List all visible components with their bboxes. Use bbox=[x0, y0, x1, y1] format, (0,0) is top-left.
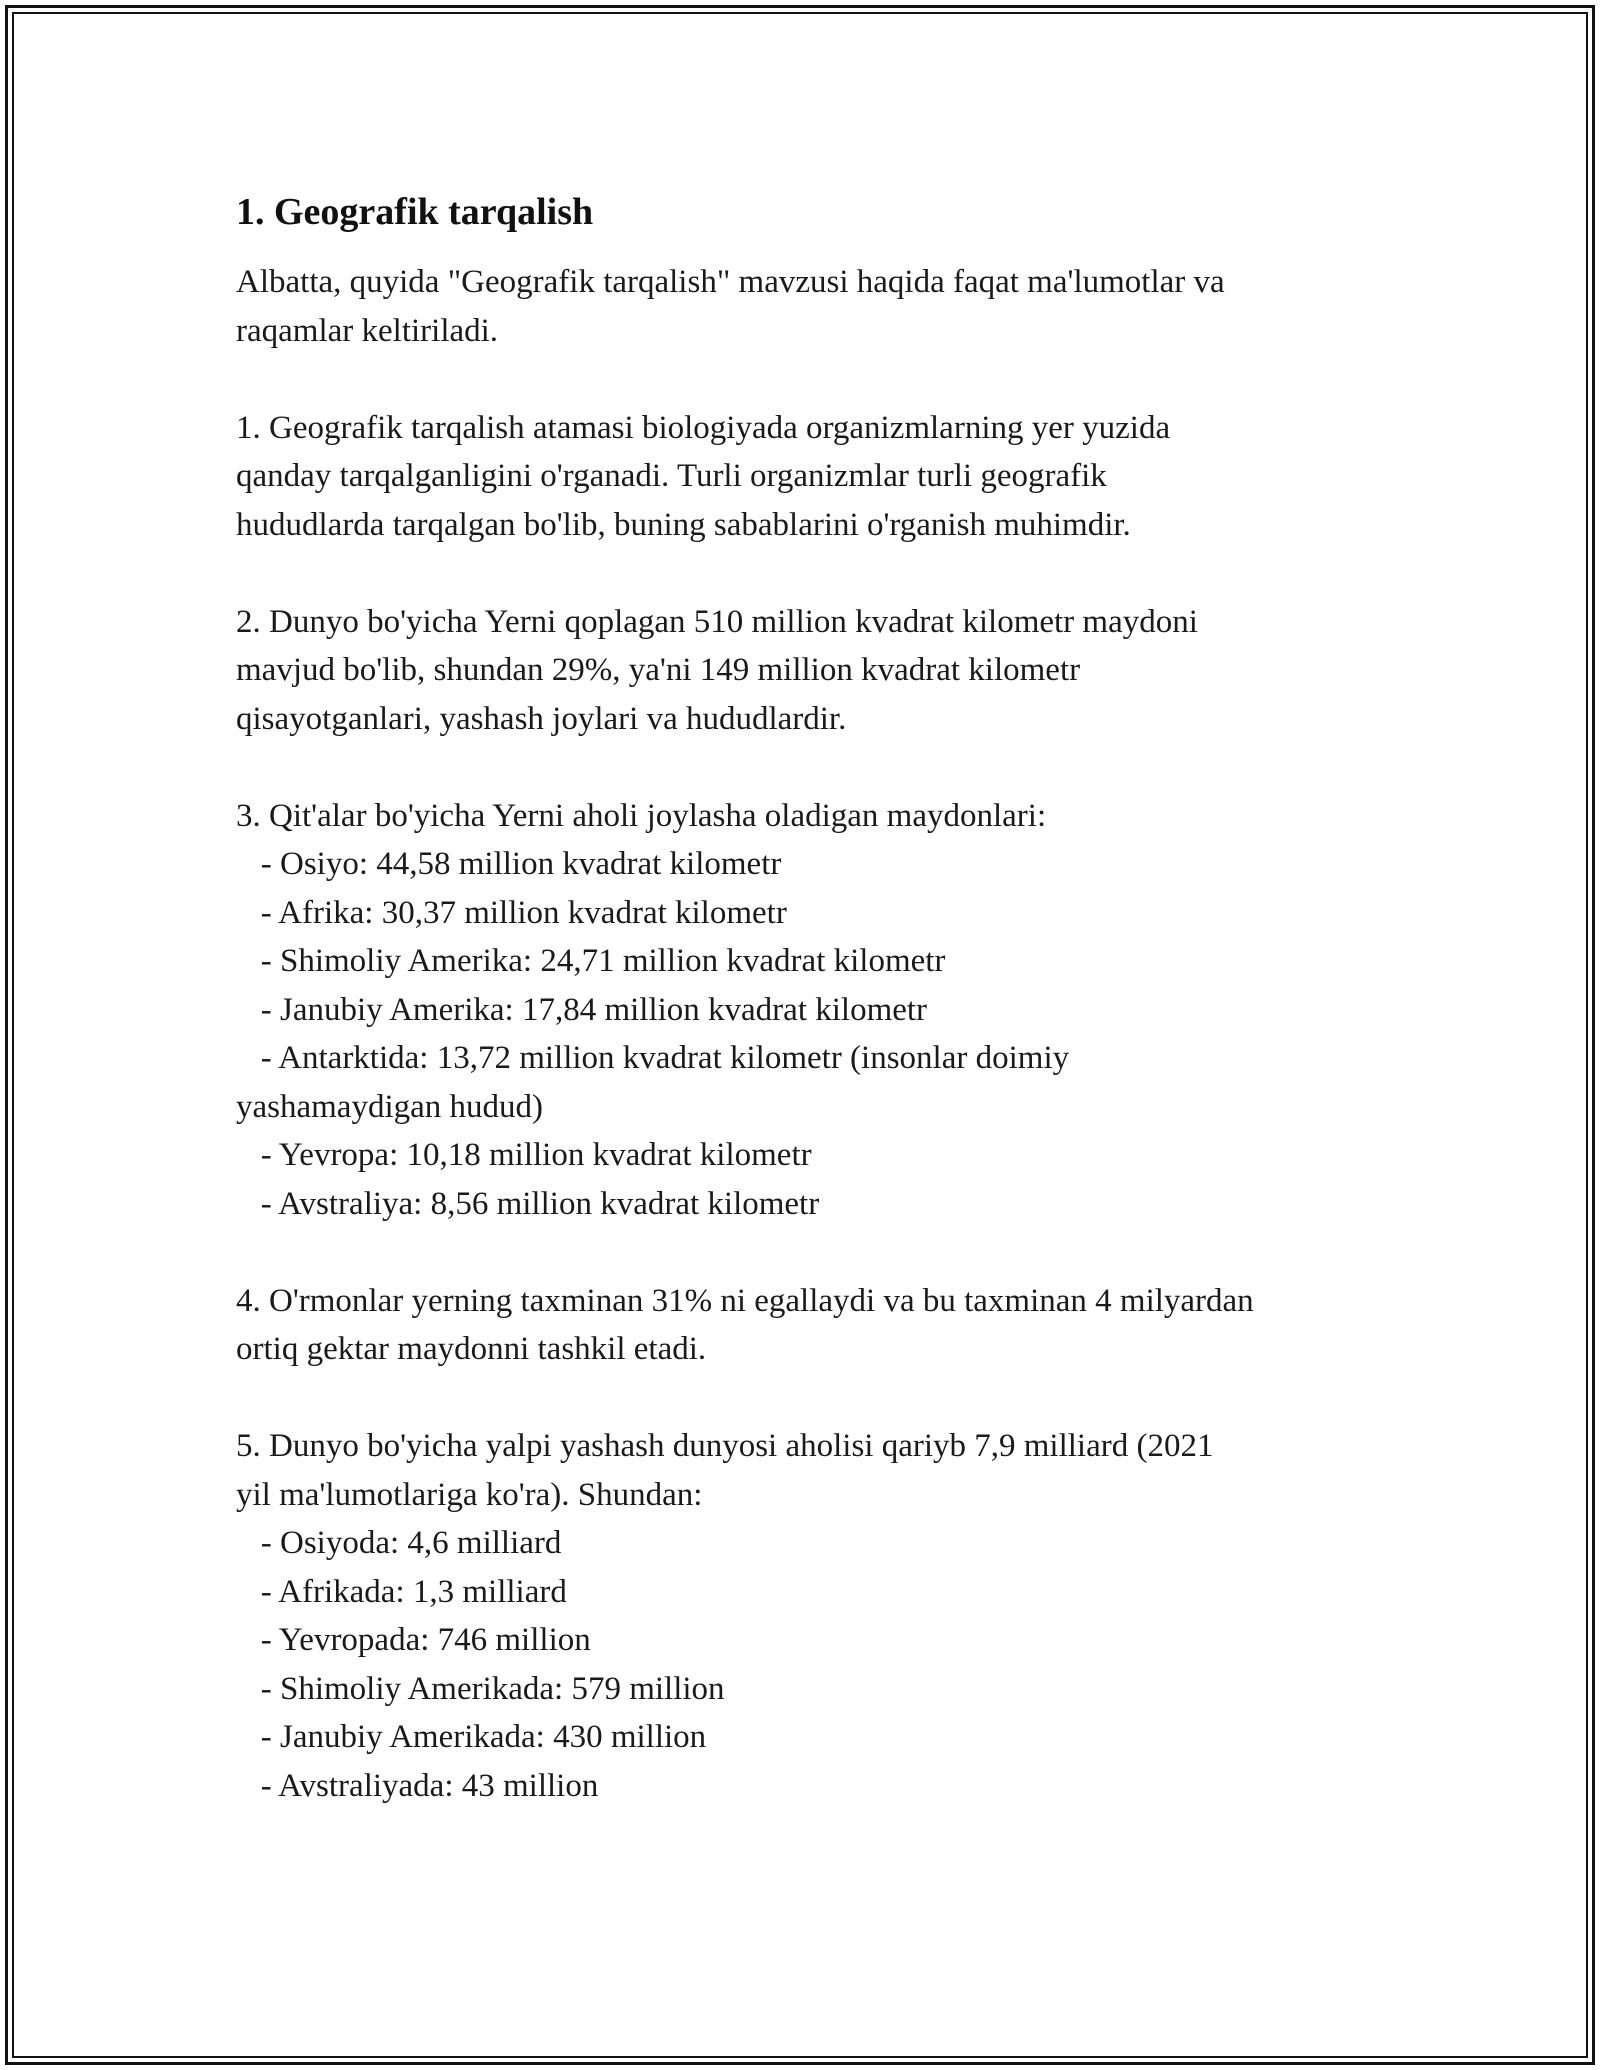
paragraph-3-continent-areas: 3. Qit'alar bo'yicha Yerni aholi joylasha oladigan maydonlari: - Osiyo: 44,58 million kvadrat kilometr - Afrika: 30,37 million kvadrat kilometr - Shimoliy Amerika: 24,71 million kvadrat kilometr - Janubiy Amerika: 17,84 million kvadrat kilometr - Antarktida: 13,72 million kvadrat kilometr (insonlar doimiy yashamaydigan hudud) - Yevropa: 10,18 million kvadrat kilometr - Avstraliya: 8,56 million kvadrat kilometr bbox=[236, 797, 1070, 1222]
paragraph-gap bbox=[236, 549, 1416, 598]
document-body bbox=[236, 186, 1416, 1810]
paragraph-5-population: 5. Dunyo bo'yicha yalpi yashash dunyosi aholisi qariyb 7,9 milliard (2021 yil ma'lumotlariga ko'ra). Shundan: - Osiyoda: 4,6 milliard - Afrikada: 1,3 milliard - Yevropada: 746 million - Shimoliy Amerikada: 579 million - Janubiy Amerikada: 430 million - Avstraliyada: 43 million bbox=[236, 1428, 1214, 1804]
intro-paragraph: Albatta, quyida "Geografik tarqalish" mavzusi haqida faqat ma'lumotlar va raqamlar keltiriladi. bbox=[236, 264, 1225, 349]
paragraph-gap bbox=[236, 1374, 1416, 1423]
paragraph-2: 2. Dunyo bo'yicha Yerni qoplagan 510 million kvadrat kilometr maydoni mavjud bo'lib, shundan 29%, ya'ni 149 million kvadrat kilometr qisayotganlari, yashash joylari va hududlardir. bbox=[236, 603, 1198, 737]
page-title: 1. Geografik tarqalish bbox=[236, 191, 594, 233]
paragraph-gap bbox=[236, 355, 1416, 404]
paragraph-1: 1. Geografik tarqalish atamasi biologiyada organizmlarning yer yuzida qanday tarqalganligini o'rganadi. Turli organizmlar turli geografik hududlarda tarqalgan bo'lib, buning sabablarini o'rganish muhimdir. bbox=[236, 409, 1171, 543]
paragraph-gap bbox=[236, 1228, 1416, 1277]
paragraph-gap bbox=[236, 743, 1416, 792]
paragraph-4: 4. O'rmonlar yerning taxminan 31% ni egallaydi va bu taxminan 4 milyardan ortiq gektar maydonni tashkil etadi. bbox=[236, 1282, 1254, 1367]
